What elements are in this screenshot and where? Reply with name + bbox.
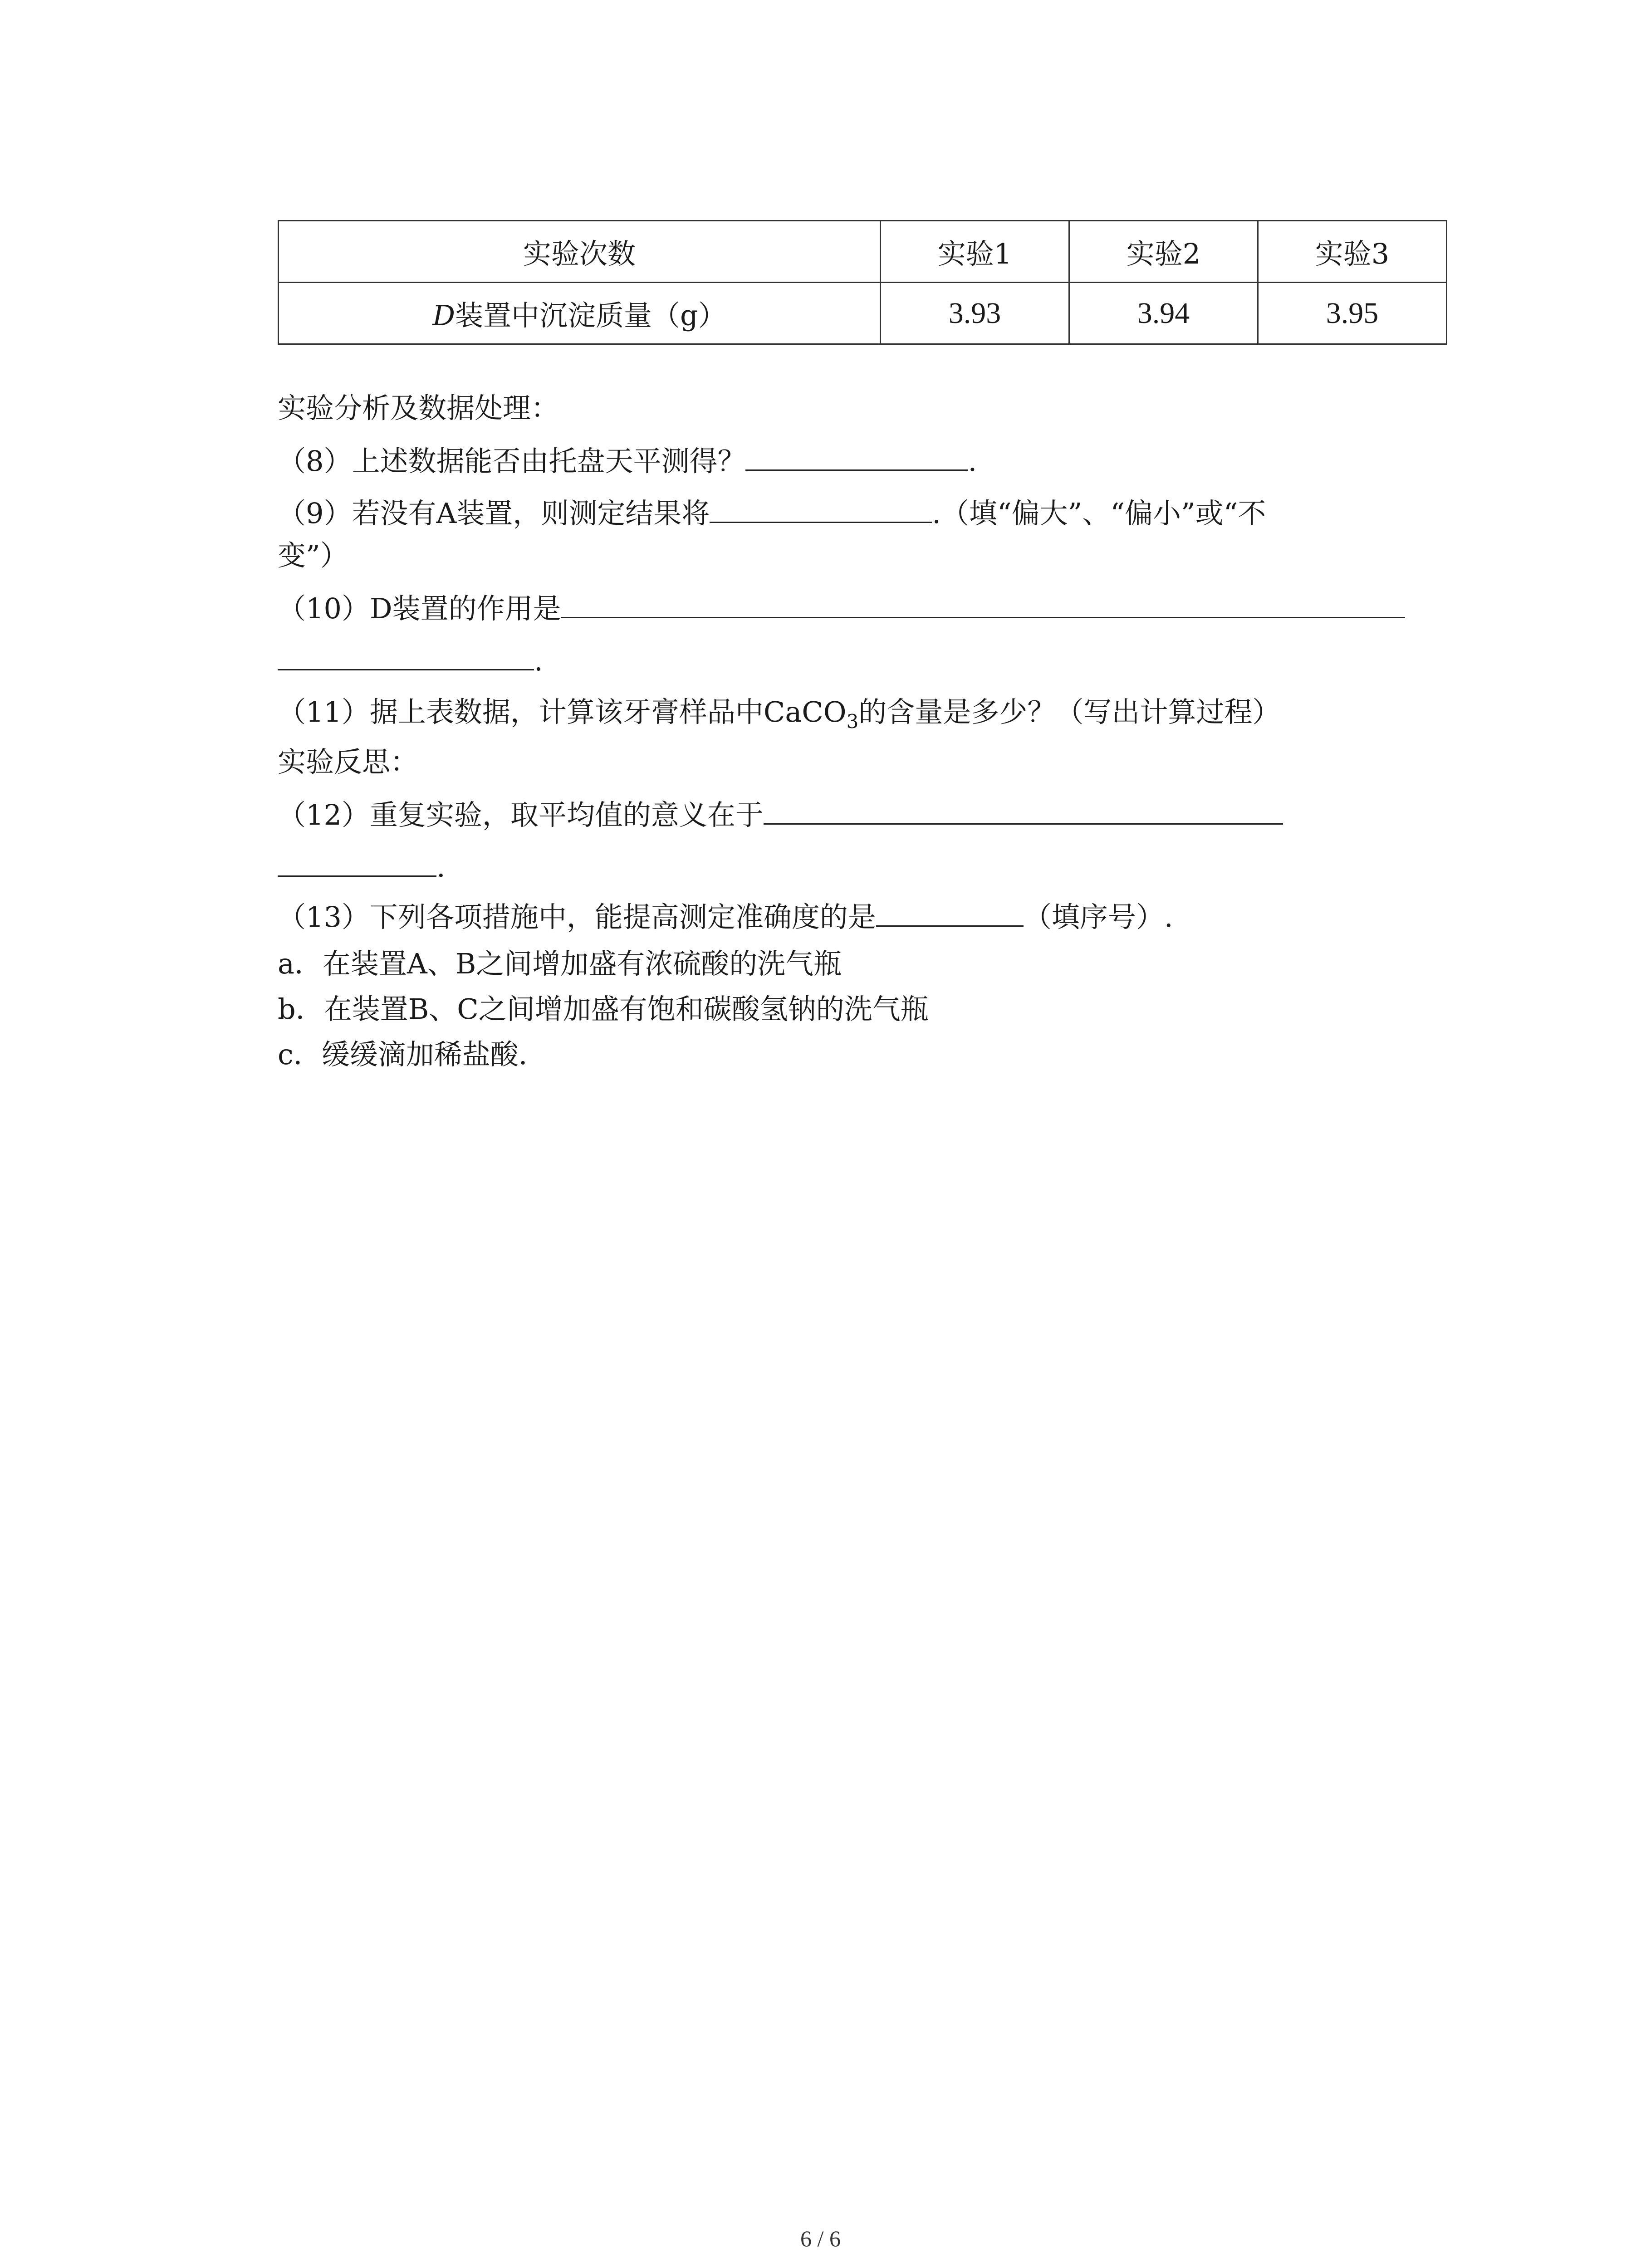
table-header-row — [279, 221, 1447, 283]
question-10 — [278, 590, 1405, 627]
question-12-continued — [278, 848, 446, 885]
section-reflect-heading: 实验反思： — [278, 745, 419, 778]
q9-tail: .（填“偏大”、“偏小”或“不 — [932, 497, 1266, 530]
question-9 — [278, 494, 1266, 532]
table-header-exp2: 实验2 — [1069, 221, 1258, 283]
option-c: c．缓缓滴加稀盐酸. — [278, 1038, 528, 1071]
q13-tail: （填序号）. — [1023, 900, 1173, 934]
q8-end: . — [968, 445, 977, 478]
q12-answer-blank-2[interactable] — [278, 848, 436, 877]
table-header-exp1: 实验1 — [881, 221, 1069, 283]
question-11 — [278, 694, 1280, 740]
q13-text: （13）下列各项措施中，能提高测定准确度的是 — [278, 900, 876, 934]
q9-text: （9）若没有A装置，则测定结果将 — [278, 497, 710, 530]
table-header-exp3: 实验3 — [1258, 221, 1447, 283]
q10-answer-blank[interactable] — [561, 590, 1405, 618]
q13-answer-blank[interactable] — [876, 898, 1024, 927]
row-label-prefix: D — [432, 299, 455, 332]
q8-answer-blank[interactable] — [745, 442, 968, 471]
q11-pre: （11）据上表数据，计算该牙膏样品中CaCO — [278, 695, 847, 728]
q10-text: （10）D装置的作用是 — [278, 592, 561, 625]
q10-answer-blank-2[interactable] — [278, 642, 534, 670]
q12-answer-blank[interactable] — [764, 796, 1283, 825]
q10-end: . — [534, 644, 543, 677]
question-12 — [278, 796, 1283, 833]
question-8 — [278, 442, 977, 479]
experiment-table — [278, 220, 1447, 345]
q11-post: 的含量是多少？（写出计算过程） — [858, 695, 1281, 728]
option-b: b．在装置B、C之间增加盛有饱和碳酸氢钠的洗气瓶 — [278, 992, 929, 1026]
question-10-continued — [278, 642, 543, 679]
table-cell-exp3: 3.95 — [1258, 283, 1447, 344]
table-header-label: 实验次数 — [279, 221, 881, 283]
table-cell-exp1: 3.93 — [881, 283, 1069, 344]
question-9-continued: 变”） — [278, 539, 348, 572]
row-label-rest: 装置中沉淀质量（g） — [455, 299, 726, 332]
option-a: a．在装置A、B之间增加盛有浓硫酸的洗气瓶 — [278, 947, 842, 980]
question-13 — [278, 898, 1173, 935]
q9-answer-blank[interactable] — [710, 494, 932, 523]
table-row — [279, 283, 1447, 344]
q11-subscript: 3 — [846, 710, 859, 733]
q12-end: . — [436, 850, 446, 884]
q8-text: （8）上述数据能否由托盘天平测得？ — [278, 445, 746, 478]
table-cell-exp2: 3.94 — [1069, 283, 1258, 344]
table-row-label — [279, 283, 881, 344]
q12-text: （12）重复实验，取平均值的意义在于 — [278, 798, 764, 831]
page-number: 6 / 6 — [800, 2226, 841, 2251]
section-analysis-heading: 实验分析及数据处理： — [278, 391, 559, 425]
